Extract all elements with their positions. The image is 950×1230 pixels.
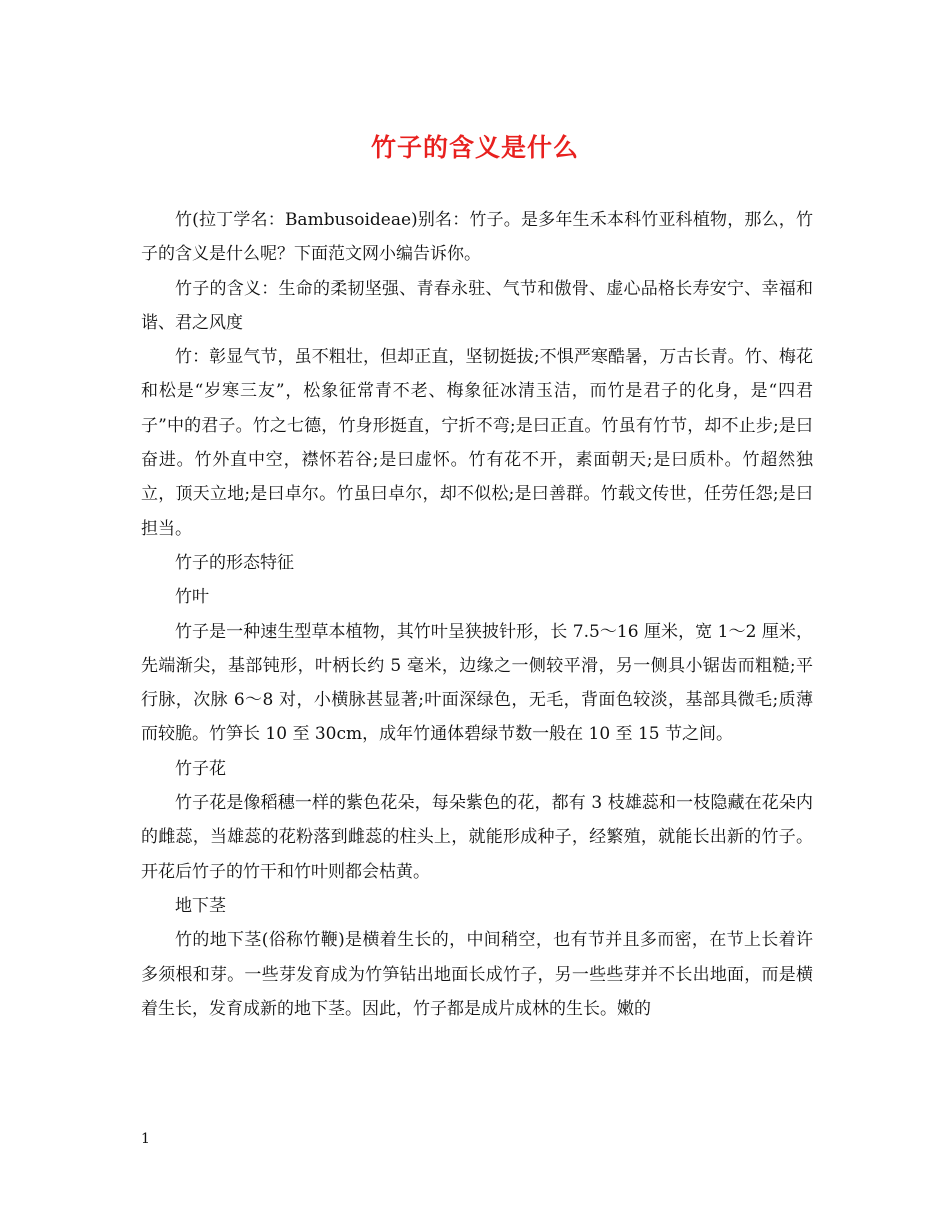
paragraph: 竹子是一种速生型草本植物，其竹叶呈狭披针形，长 7.5～16 厘米，宽 1～2 厘米，先端渐尖，基部钝形，叶柄长约 5 毫米，边缘之一侧较平滑，另一侧具小锯齿而粗糙;平行脉，次脉 6～8 对，小横脉甚显著;叶面深绿色，无毛，背面色较淡，基部具微毛;质薄而较脆。竹笋长 10 至 30cm，成年竹通体碧绿节数一般在 10 至 15 节之间。 <box>141 621 813 745</box>
document-body <box>141 203 813 1026</box>
paragraph: 竹(拉丁学名：Bambusoideae)别名：竹子。是多年生禾本科竹亚科植物，那么，竹子的含义是什么呢？下面范文网小编告诉你。 <box>141 210 813 265</box>
document-title: 竹子的含义是什么 <box>370 133 579 162</box>
paragraph: 竹：彰显气节，虽不粗壮，但却正直，坚韧挺拔;不惧严寒酷暑，万古长青。竹、梅花和松是“岁寒三友”，松象征常青不老、梅象征冰清玉洁，而竹是君子的化身，是“四君子”中的君子。竹之七德，竹身形挺直，宁折不弯;是曰正直。竹虽有竹节，却不止步;是曰奋进。竹外直中空，襟怀若谷;是曰虚怀。竹有花不开，素面朝天;是曰质朴。竹超然独立，顶天立地;是曰卓尔。竹虽曰卓尔，却不似松;是曰善群。竹载文传世，任劳任怨;是曰担当。 <box>141 347 813 539</box>
subsection-heading: 地下茎 <box>175 895 226 916</box>
section-heading: 竹子的形态特征 <box>175 552 294 573</box>
subsection-heading: 竹叶 <box>175 587 209 608</box>
paragraph: 竹子花是像稻穗一样的紫色花朵，每朵紫色的花，都有 3 枝雄蕊和一枝隐藏在花朵内的雌蕊，当雄蕊的花粉落到雌蕊的柱头上，就能形成种子，经繁殖，就能长出新的竹子。开花后竹子的竹干和竹叶则都会枯黄。 <box>141 793 813 882</box>
page-number: 1 <box>141 1131 150 1147</box>
subsection-heading: 竹子花 <box>175 758 226 779</box>
paragraph: 竹的地下茎(俗称竹鞭)是横着生长的，中间稍空，也有节并且多而密，在节上长着许多须根和芽。一些芽发育成为竹笋钻出地面长成竹子，另一些些芽并不长出地面，而是横着生长，发育成新的地下茎。因此，竹子都是成片成林的生长。嫩的 <box>141 930 813 1019</box>
paragraph: 竹子的含义：生命的柔韧坚强、青春永驻、气节和傲骨、虚心品格长寿安宁、幸福和谐、君之风度 <box>141 278 813 333</box>
